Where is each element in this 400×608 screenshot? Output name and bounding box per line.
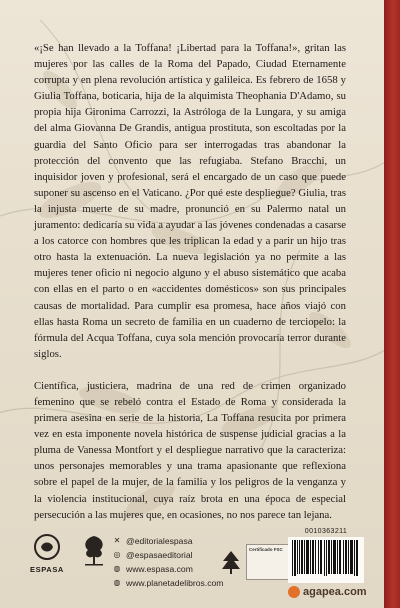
watermark-text: agapea.com [303,586,367,598]
certificate-title: Certificado FSC [249,547,283,552]
barcode-block [288,528,364,588]
synopsis-paragraph-1: «¡Se han llevado a la Toffana! ¡Libertad para la Toffana!», gritan las mujeres por las calles de la Roma del Papado, Ciudad Eternamente corrupta y en plena revolución artística y galileica. Es febrero de 1658 y Giulia Toffana, boticaria, hija de la alquimista Theophania D'Adamo, su propia hija Gironima Carrozzi, la Astróloga de la Lungara, y su amiga del alma Giovanna De Grandis, antigua prostituta, son escoltadas por la guardia del Santo Oficio para ser interrogadas tras abandonar la protección del convento que las refugiaba. Stefano Bracchi, un inquisidor joven y profesional, será el encargado de un caso que puede suponer su ascenso en el Vaticano. ¿Por qué este despliegue? Giulia, tras la injusta muerte de su madre, pronunció en su Palermo natal un juramento: dedicaría su vida a ayudar a las jóvenes condenadas a casarse a los catorce con hombres que les triplican la edad y a parir un hijo tras otro hasta la extenuación. La nueva legislación ya no permite a las mujeres tener oficio ni negocio alguno y el abuso sistemático que acaba con ellas en el parto o en «accidentes domésticos» son sus principales causas de mortalidad. Para cumplir esa promesa, hace años viajó con ellas hasta Roma un secreto de familia en un cuaderno de terciopelo: la fórmula del Acqua Toffana, cuya sola mención provocaría terror durante siglos. [34,42,346,360]
espasa-logo [30,534,64,574]
agapea-logo-icon [288,586,300,598]
watermark [288,586,367,598]
fsc-tree-icon [220,549,242,575]
contact-web-planeta: www.planetadelibros.com [126,578,224,588]
contact-x: @editorialespasa [126,536,193,546]
synopsis-text [34,40,346,539]
book-spine-edge [384,0,400,608]
contact-web-espasa: www.espasa.com [126,564,193,574]
barcode-number: 0010363211 [304,528,348,535]
synopsis-paragraph-2: Científica, justiciera, madrina de una red de crimen organizado femenino que se rebeló contra el Estado de Roma y considerada la primera asesina en serie de la historia, La Toffana resucita por primera vez en esta imponente novela histórica de suspense judicial gracias a la pluma de Vanessa Montfort y el despliegue narrativo que la caracteriza: unos personajes memorables y una trama apasionante que reflexiona sobre el papel de la mujer, de la familia y los peligros de la venganza y la violencia institucional, cuya raíz brota en una época de especial persecución a las mujeres que, en ocasiones, no nos parece tan lejana. [34,379,346,521]
contact-row-instagram [112,548,223,562]
espasa-logo-text: ESPASA [30,565,64,574]
contact-row-x [112,534,223,548]
globe-icon: ◍ [113,564,121,573]
instagram-icon: ◎ [113,550,121,559]
espasa-emblem-icon [34,534,60,560]
publisher-contacts [112,534,223,590]
tree-icon [79,532,109,568]
certification-logos [220,544,298,580]
contact-row-web-planeta [112,576,223,590]
x-icon: ✕ [113,536,121,545]
globe-icon: ◍ [113,578,121,587]
barcode-icon [288,537,364,583]
tree-emblem [74,532,114,573]
contact-instagram: @espasaeditorial [126,550,193,560]
contact-row-web-espasa [112,562,223,576]
